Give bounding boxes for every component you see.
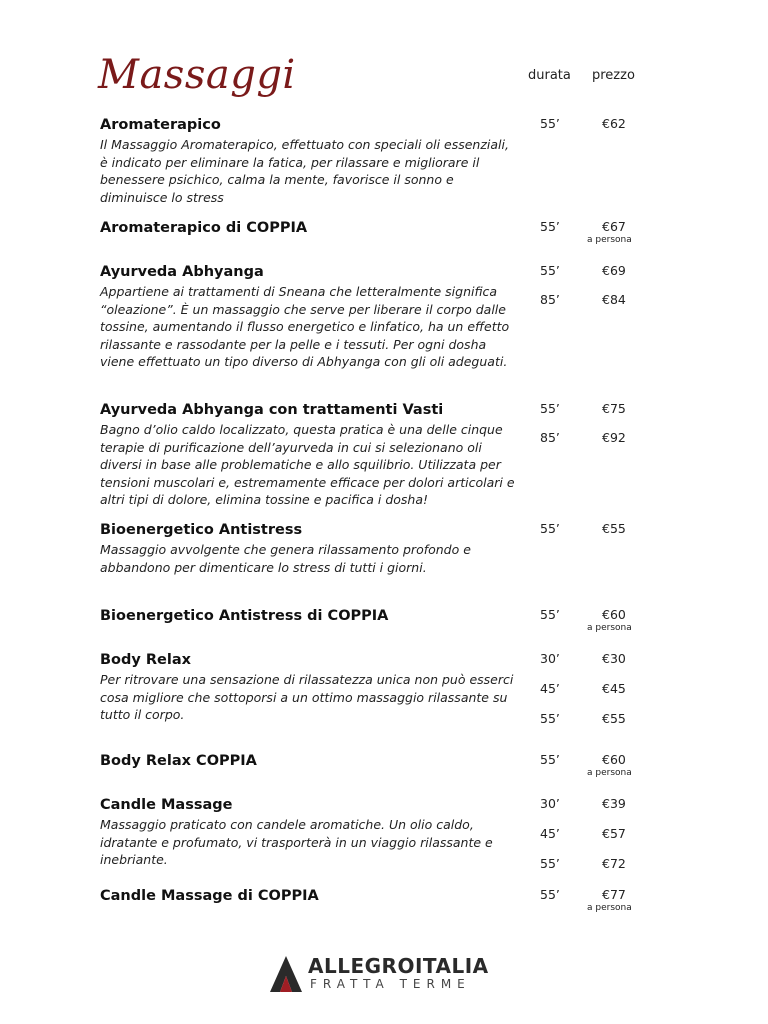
menu-item-aromaterapico [100,116,660,206]
option-price: €55 [602,711,626,726]
menu-item-candle-massage-coppia [100,887,660,913]
option-duration: 55’ [540,856,560,871]
item-name: Ayurveda Abhyanga con trattamenti Vasti [100,402,444,418]
item-description: Appartiene ai trattamenti di Sneana che letteralmente significa “oleazione”. È un massaggio che serve per liberare il corpo dalle tossine, aumentando il flusso energetico e linfatico, ha un effetto rilassante e rassodante per la pelle e i tessuti. Per ogni dosha viene effettuato un tipo diverso di Abhyanga con gli oli adeguati. [100,284,510,369]
option-duration: 55’ [540,711,560,726]
item-name: Bioenergetico Antistress [100,522,303,538]
option-price: €39 [602,796,626,811]
option-duration: 30’ [540,796,560,811]
item-name: Ayurveda Abhyanga [100,264,264,280]
option-price: €72 [602,856,626,871]
option-note: a persona [587,768,632,778]
option-note: a persona [587,903,632,913]
logo-subtitle: FRATTA TERME [310,977,471,991]
column-header-prezzo: prezzo [592,68,635,83]
item-name: Body Relax COPPIA [100,753,257,769]
option-note: a persona [587,623,632,633]
option-duration: 85’ [540,292,560,307]
menu-item-aromaterapico-coppia [100,219,660,245]
option-duration: 55’ [540,887,560,902]
option-price: €67 [602,219,626,234]
option-duration: 30’ [540,651,560,666]
option-duration: 55’ [540,521,560,536]
item-description: Massaggio praticato con candele aromatiche. Un olio caldo, idratante e profumato, vi trasporterà in un viaggio rilassante e inebriante. [100,817,493,867]
menu-item-candle-massage [100,796,660,869]
option-price: €60 [602,752,626,767]
option-duration: 55’ [540,752,560,767]
option-note: a persona [587,235,632,245]
option-price: €57 [602,826,626,841]
column-header-durata: durata [528,68,571,83]
item-name: Candle Massage [100,797,233,813]
menu-item-body-relax-coppia [100,752,660,778]
option-price: €77 [602,887,626,902]
option-price: €55 [602,521,626,536]
option-price: €69 [602,263,626,278]
item-description: Il Massaggio Aromaterapico, effettuato con speciali oli essenziali, è indicato per eliminare la fatica, per rilassare e migliorare il benessere psichico, calma la mente, favorisce il sonno e diminuisce lo stress [100,137,509,205]
item-description: Per ritrovare una sensazione di rilassatezza unica non può esserci cosa migliore che sottoporsi a un ottimo massaggio rilassante su tutto il corpo. [100,672,514,722]
option-price: €45 [602,681,626,696]
allegroitalia-logo [270,952,500,996]
logo-mark-icon [270,956,302,992]
item-name: Aromaterapico di COPPIA [100,220,308,236]
option-price: €92 [602,430,626,445]
page-title: Massaggi [98,52,296,98]
item-description: Bagno d’olio caldo localizzato, questa pratica è una delle cinque terapie di purificazione dell’ayurveda in cui si selezionano oli diversi in base alle problematiche e allo squilibrio. Utilizzata per tensioni muscolari e, estremamente efficace per dolori articolari e altri tipi di dolore, elimina tossine e pacifica i dosha! [100,422,515,507]
option-duration: 45’ [540,681,560,696]
option-price: €60 [602,607,626,622]
option-duration: 55’ [540,401,560,416]
item-name: Candle Massage di COPPIA [100,888,319,904]
option-price: €30 [602,651,626,666]
item-description: Massaggio avvolgente che genera rilassamento profondo e abbandono per dimenticare lo stress di tutti i giorni. [100,542,471,575]
item-name: Bioenergetico Antistress di COPPIA [100,608,389,624]
option-price: €84 [602,292,626,307]
menu-item-bioenergetico [100,521,660,576]
item-name: Body Relax [100,652,192,668]
option-price: €62 [602,116,626,131]
menu-item-ayurveda-abhyanga [100,263,660,371]
option-duration: 55’ [540,263,560,278]
option-price: €75 [602,401,626,416]
menu-item-body-relax [100,651,660,724]
menu-item-bioenergetico-coppia [100,607,660,633]
option-duration: 85’ [540,430,560,445]
item-name: Aromaterapico [100,117,221,133]
logo-brand: ALLEGROITALIA [308,954,489,978]
option-duration: 55’ [540,219,560,234]
option-duration: 45’ [540,826,560,841]
menu-item-ayurveda-abhyanga-vasti [100,401,660,509]
option-duration: 55’ [540,607,560,622]
option-duration: 55’ [540,116,560,131]
